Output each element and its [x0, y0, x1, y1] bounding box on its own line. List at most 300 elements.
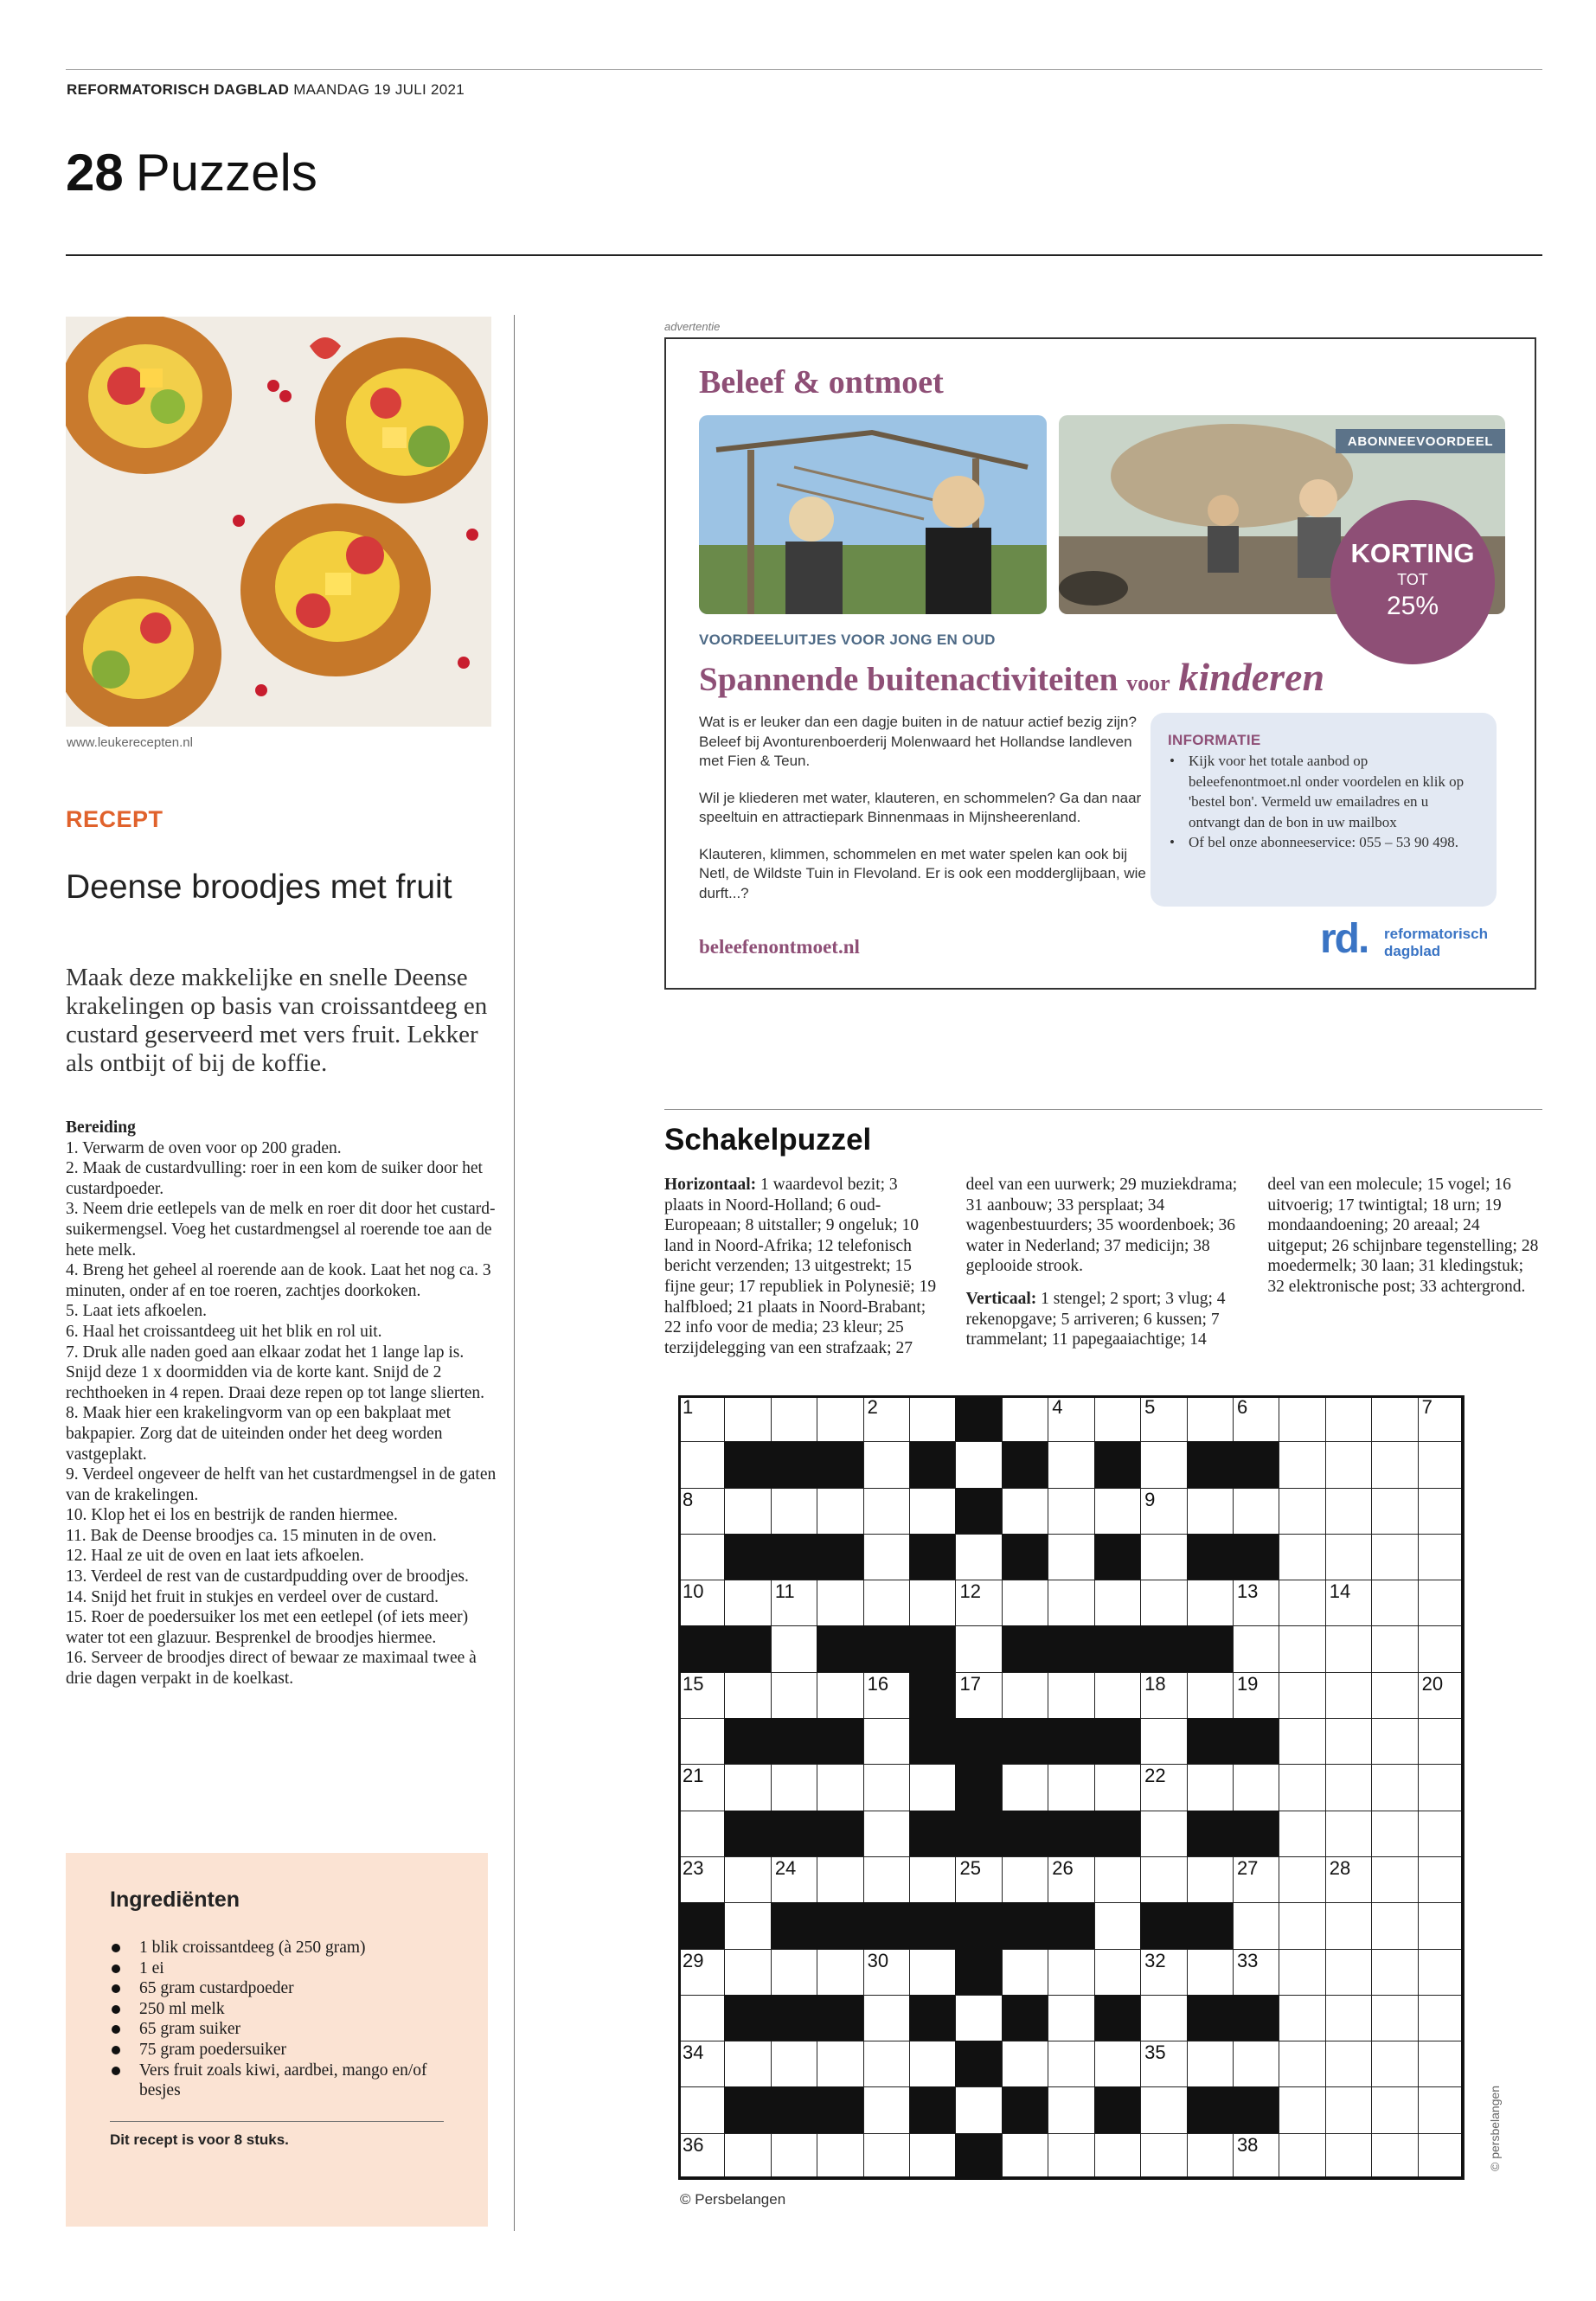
- step-item: 5. Laat iets afkoelen.: [66, 1302, 207, 1321]
- grid-cell[interactable]: [678, 1672, 725, 1719]
- ad-url-link[interactable]: beleefenontmoet.nl: [699, 936, 860, 958]
- grid-cell[interactable]: [1279, 1441, 1325, 1488]
- grid-block: [817, 1534, 863, 1580]
- grid-cell[interactable]: [1002, 1488, 1048, 1535]
- bullet-icon: [112, 1944, 120, 1952]
- grid-cell[interactable]: [1140, 1488, 1187, 1535]
- grid-cell[interactable]: [1002, 1580, 1048, 1626]
- grid-cell[interactable]: [817, 1488, 863, 1535]
- grid-cell[interactable]: [955, 1625, 1002, 1672]
- grid-cell[interactable]: [1418, 2086, 1465, 2133]
- grid-block: [1048, 1902, 1094, 1949]
- grid-cell[interactable]: [1279, 1902, 1325, 1949]
- grid-cell[interactable]: [1279, 1718, 1325, 1765]
- grid-cell[interactable]: [1371, 1718, 1418, 1765]
- step-item: 9. Verdeel ongeveer de helft van het custardmengsel in de gaten van de krakelingen.: [66, 1465, 497, 1504]
- grid-block: [955, 1488, 1002, 1535]
- grid-cell[interactable]: [1187, 2041, 1234, 2087]
- grid-cell[interactable]: [1418, 1534, 1465, 1580]
- grid-cell[interactable]: [1371, 1488, 1418, 1535]
- ingredient-item: [110, 1999, 447, 2020]
- grid-cell[interactable]: [1094, 1672, 1141, 1719]
- grid-cell[interactable]: [724, 1856, 771, 1903]
- grid-cell[interactable]: [1140, 1811, 1187, 1857]
- grid-cell[interactable]: [1325, 1718, 1372, 1765]
- grid-cell[interactable]: [1418, 1395, 1465, 1442]
- grid-cell[interactable]: [1325, 1441, 1372, 1488]
- grid-cell[interactable]: [863, 1580, 910, 1626]
- clue-number: 34: [683, 2041, 704, 2064]
- grid-cell[interactable]: [909, 1949, 956, 1996]
- step-item: 8. Maak hier een krakelingvorm van op een bakplaat met bakpapier. Zorg dat de uiteinden onder het deeg worden vastgeplakt.: [66, 1404, 452, 1464]
- clue-number: 8: [683, 1488, 694, 1510]
- ad-paragraph: Wat is er leuker dan een dagje buiten in de natuur actief bezig zijn? Beleef bij Avonturenboerderij Molenwaard het Hollandse landleven met Fien & Teun.: [699, 714, 1137, 769]
- grid-cell[interactable]: [771, 1672, 817, 1719]
- step-item: 15. Roer de poedersuiker los met een eetlepel (of iets meer) water tot een glazuur. Besprenkel de broodjes hiermee.: [66, 1608, 469, 1647]
- grid-cell[interactable]: [817, 1672, 863, 1719]
- rd-logo: [1320, 917, 1510, 965]
- grid-cell[interactable]: [1140, 2133, 1187, 2180]
- grid-cell[interactable]: [955, 1856, 1002, 1903]
- grid-cell[interactable]: [1279, 1949, 1325, 1996]
- grid-cell[interactable]: [771, 1395, 817, 1442]
- grid-block: [1094, 1534, 1141, 1580]
- grid-cell[interactable]: [909, 2041, 956, 2087]
- ad-paragraph: Wil je kliederen met water, klauteren, en schommelen? Ga dan naar speeltuin en attractiepark Binnenmaas in Mijnsheerenland.: [699, 789, 1142, 825]
- grid-block: [909, 1672, 956, 1719]
- clue-number: 11: [774, 1580, 795, 1603]
- grid-cell[interactable]: [724, 1580, 771, 1626]
- grid-cell[interactable]: [1325, 1856, 1372, 1903]
- grid-cell[interactable]: [1371, 1902, 1418, 1949]
- grid-cell[interactable]: [771, 1625, 817, 1672]
- grid-cell[interactable]: [909, 1856, 956, 1903]
- grid-cell[interactable]: [771, 1949, 817, 1996]
- grid-cell[interactable]: [1187, 1580, 1234, 1626]
- grid-cell[interactable]: [1140, 1856, 1187, 1903]
- clue-number: 18: [1144, 1672, 1166, 1695]
- grid-cell[interactable]: [1371, 1949, 1418, 1996]
- grid-cell[interactable]: [1187, 1764, 1234, 1811]
- grid-cell[interactable]: [1279, 1764, 1325, 1811]
- grid-block: [909, 2086, 956, 2133]
- grid-cell[interactable]: [1418, 1625, 1465, 1672]
- grid-cell[interactable]: [1094, 1395, 1141, 1442]
- ad-kicker: VOORDEELUITJES VOOR JONG EN OUD: [699, 631, 996, 648]
- grid-cell[interactable]: [678, 1856, 725, 1903]
- grid-cell[interactable]: [724, 1949, 771, 1996]
- grid-cell[interactable]: [1094, 1949, 1141, 1996]
- grid-cell[interactable]: [863, 2133, 910, 2180]
- yield-note: Dit recept is voor 8 stuks.: [110, 2131, 289, 2148]
- grid-cell[interactable]: [863, 1718, 910, 1765]
- clue-number: 14: [1329, 1580, 1351, 1603]
- newspaper-name: REFORMATORISCH DAGBLAD: [67, 81, 290, 98]
- grid-cell[interactable]: [724, 1764, 771, 1811]
- grid-cell[interactable]: [1048, 2041, 1094, 2087]
- grid-block: [1002, 1995, 1048, 2041]
- grid-cell[interactable]: [1418, 2041, 1465, 2087]
- grid-cell[interactable]: [1094, 1488, 1141, 1535]
- grid-cell[interactable]: [1371, 2086, 1418, 2133]
- grid-cell[interactable]: [955, 1441, 1002, 1488]
- grid-block: [817, 1811, 863, 1857]
- grid-cell[interactable]: [1371, 1764, 1418, 1811]
- ingredients-box: [66, 1853, 488, 2227]
- grid-block: [1140, 1902, 1187, 1949]
- grid-cell[interactable]: [678, 1534, 725, 1580]
- grid-block: [955, 2133, 1002, 2180]
- grid-cell[interactable]: [1048, 1580, 1094, 1626]
- grid-block: [1233, 1995, 1279, 2041]
- down-label: Verticaal:: [965, 1289, 1037, 1308]
- recipe-kicker: RECEPT: [66, 806, 163, 832]
- step-item: 11. Bak de Deense broodjes ca. 15 minuten in de oven.: [66, 1526, 437, 1545]
- grid-cell[interactable]: [1233, 2041, 1279, 2087]
- bullet-icon: [112, 2067, 120, 2075]
- grid-cell[interactable]: [1233, 2133, 1279, 2180]
- grid-cell[interactable]: [1325, 1488, 1372, 1535]
- grid-cell[interactable]: [1140, 2086, 1187, 2133]
- ingredients-rule: [110, 2121, 444, 2122]
- clue-number: 29: [683, 1949, 704, 1971]
- grid-block: [1233, 1811, 1279, 1857]
- step-item: 14. Snijd het fruit in stukjes en verdeel over de custard.: [66, 1587, 439, 1606]
- grid-cell[interactable]: [1140, 1534, 1187, 1580]
- grid-cell[interactable]: [863, 1764, 910, 1811]
- grid-cell[interactable]: [817, 1764, 863, 1811]
- grid-cell[interactable]: [1418, 1441, 1465, 1488]
- ad-info-box: [1151, 713, 1497, 907]
- grid-cell[interactable]: [1279, 1488, 1325, 1535]
- grid-cell[interactable]: [863, 1488, 910, 1535]
- grid-cell[interactable]: [1140, 1995, 1187, 2041]
- grid-cell[interactable]: [1048, 2133, 1094, 2180]
- grid-cell[interactable]: [724, 1488, 771, 1535]
- grid-cell[interactable]: [817, 1580, 863, 1626]
- puzzle-copyright: © Persbelangen: [680, 2191, 786, 2208]
- grid-cell[interactable]: [678, 1764, 725, 1811]
- grid-cell[interactable]: [1048, 1395, 1094, 1442]
- grid-cell[interactable]: [1233, 1856, 1279, 1903]
- grid-cell[interactable]: [817, 1395, 863, 1442]
- grid-cell[interactable]: [1233, 1395, 1279, 1442]
- ingredient-text: 65 gram suiker: [139, 2020, 240, 2039]
- grid-cell[interactable]: [1094, 1902, 1141, 1949]
- grid-cell[interactable]: [1140, 1949, 1187, 1996]
- grid-cell[interactable]: [1279, 2041, 1325, 2087]
- grid-cell[interactable]: [1279, 1625, 1325, 1672]
- grid-block: [1187, 1902, 1234, 1949]
- grid-block: [955, 1395, 1002, 1442]
- advertisement[interactable]: [664, 337, 1536, 990]
- grid-cell[interactable]: [1418, 1949, 1465, 1996]
- grid-cell[interactable]: [817, 1856, 863, 1903]
- grid-block: [955, 2041, 1002, 2087]
- crossword-grid[interactable]: [678, 1395, 1464, 2179]
- grid-cell[interactable]: [909, 1580, 956, 1626]
- grid-cell[interactable]: [863, 2086, 910, 2133]
- grid-cell[interactable]: [1048, 1534, 1094, 1580]
- grid-cell[interactable]: [1048, 1995, 1094, 2041]
- grid-cell[interactable]: [863, 1395, 910, 1442]
- grid-cell[interactable]: [1371, 1856, 1418, 1903]
- grid-cell[interactable]: [1418, 1488, 1465, 1535]
- grid-block: [1002, 1625, 1048, 1672]
- grid-cell[interactable]: [1233, 1625, 1279, 1672]
- grid-cell[interactable]: [1371, 1811, 1418, 1857]
- grid-block: [909, 1902, 956, 1949]
- grid-cell[interactable]: [1325, 2133, 1372, 2180]
- grid-cell[interactable]: [1048, 1949, 1094, 1996]
- grid-cell[interactable]: [724, 1395, 771, 1442]
- pastry-illustration: [66, 317, 491, 727]
- grid-cell[interactable]: [909, 1764, 956, 1811]
- ingredient-text: 65 gram custardpoeder: [139, 1979, 294, 1998]
- grid-cell[interactable]: [1233, 1949, 1279, 1996]
- grid-cell[interactable]: [863, 1811, 910, 1857]
- clue-number: 36: [683, 2133, 704, 2156]
- grid-cell[interactable]: [863, 1672, 910, 1719]
- grid-cell[interactable]: [863, 1856, 910, 1903]
- clue-number: 25: [959, 1856, 981, 1879]
- grid-cell[interactable]: [1048, 1764, 1094, 1811]
- grid-cell[interactable]: [1418, 1718, 1465, 1765]
- grid-cell[interactable]: [1048, 1856, 1094, 1903]
- grid-cell[interactable]: [1418, 1580, 1465, 1626]
- grid-block: [1187, 1534, 1234, 1580]
- grid-cell[interactable]: [955, 2086, 1002, 2133]
- grid-cell[interactable]: [863, 1441, 910, 1488]
- grid-cell[interactable]: [724, 1902, 771, 1949]
- grid-cell[interactable]: [1371, 1534, 1418, 1580]
- clue-number: 23: [683, 1856, 704, 1879]
- grid-cell[interactable]: [1325, 1672, 1372, 1719]
- grid-cell[interactable]: [1325, 2086, 1372, 2133]
- grid-cell[interactable]: [1279, 1856, 1325, 1903]
- grid-cell[interactable]: [1002, 1395, 1048, 1442]
- grid-cell[interactable]: [1233, 1902, 1279, 1949]
- grid-cell[interactable]: [1418, 1811, 1465, 1857]
- grid-cell[interactable]: [678, 2041, 725, 2087]
- grid-cell[interactable]: [1325, 1764, 1372, 1811]
- grid-cell[interactable]: [1094, 1856, 1141, 1903]
- grid-cell[interactable]: [909, 1488, 956, 1535]
- grid-cell[interactable]: [1094, 2133, 1141, 2180]
- step-item: 4. Breng het geheel al roerende aan de kook. Laat het nog ca. 3 minuten, onder af en toe roeren, zachtjes doorkoken.: [66, 1261, 491, 1300]
- grid-cell[interactable]: [724, 2133, 771, 2180]
- grid-cell[interactable]: [678, 1488, 725, 1535]
- grid-cell[interactable]: [955, 1580, 1002, 1626]
- grid-cell[interactable]: [1002, 1949, 1048, 1996]
- ingredient-text: Vers fruit zoals kiwi, aardbei, mango en/of besjes: [139, 2061, 427, 2100]
- grid-cell[interactable]: [678, 1718, 725, 1765]
- grid-cell[interactable]: [817, 2133, 863, 2180]
- grid-cell[interactable]: [1094, 1764, 1141, 1811]
- grid-block: [1187, 2086, 1234, 2133]
- grid-cell[interactable]: [1371, 1395, 1418, 1442]
- grid-cell[interactable]: [1094, 1580, 1141, 1626]
- grid-cell[interactable]: [863, 1949, 910, 1996]
- grid-cell[interactable]: [1279, 1534, 1325, 1580]
- grid-cell[interactable]: [1048, 1672, 1094, 1719]
- grid-cell[interactable]: [1279, 1811, 1325, 1857]
- grid-block: [817, 2086, 863, 2133]
- grid-cell[interactable]: [1371, 1441, 1418, 1488]
- grid-cell[interactable]: [1325, 1534, 1372, 1580]
- grid-cell[interactable]: [1140, 1718, 1187, 1765]
- grid-cell[interactable]: [817, 1949, 863, 1996]
- clue-number: 9: [1144, 1488, 1156, 1510]
- grid-cell[interactable]: [1233, 1488, 1279, 1535]
- grid-cell[interactable]: [1325, 1625, 1372, 1672]
- grid-cell[interactable]: [1002, 1856, 1048, 1903]
- grid-cell[interactable]: [863, 1534, 910, 1580]
- grid-cell[interactable]: [1325, 1995, 1372, 2041]
- grid-cell[interactable]: [1418, 1902, 1465, 1949]
- ingredient-item: [110, 1938, 447, 1958]
- grid-cell[interactable]: [1048, 1488, 1094, 1535]
- step-item: 16. Serveer de broodjes direct of bewaar ze maximaal twee à drie dagen verpakt in de koelkast.: [66, 1649, 477, 1689]
- grid-cell[interactable]: [1371, 1672, 1418, 1719]
- grid-cell[interactable]: [1371, 1580, 1418, 1626]
- grid-cell[interactable]: [1187, 1395, 1234, 1442]
- issue-date: MAANDAG 19 JULI 2021: [293, 81, 465, 98]
- grid-cell[interactable]: [724, 2041, 771, 2087]
- grid-cell[interactable]: [1418, 1672, 1465, 1719]
- clue-number: 21: [683, 1765, 704, 1787]
- grid-cell[interactable]: [1187, 1488, 1234, 1535]
- clue-number: 7: [1421, 1396, 1433, 1418]
- grid-cell[interactable]: [1187, 1672, 1234, 1719]
- grid-cell[interactable]: [1279, 2133, 1325, 2180]
- step-item: 12. Haal ze uit de oven en laat iets afkoelen.: [66, 1547, 364, 1566]
- grid-cell[interactable]: [1140, 1764, 1187, 1811]
- grid-block: [678, 1625, 725, 1672]
- grid-cell[interactable]: [678, 1811, 725, 1857]
- grid-block: [955, 1764, 1002, 1811]
- grid-cell[interactable]: [1048, 2086, 1094, 2133]
- grid-cell[interactable]: [1418, 1764, 1465, 1811]
- grid-cell[interactable]: [1418, 1856, 1465, 1903]
- grid-cell[interactable]: [1140, 1395, 1187, 1442]
- grid-cell[interactable]: [955, 1534, 1002, 1580]
- grid-block: [1002, 1811, 1048, 1857]
- clue-number: 22: [1144, 1765, 1166, 1787]
- grid-cell[interactable]: [1371, 1625, 1418, 1672]
- grid-cell[interactable]: [1140, 2041, 1187, 2087]
- grid-cell[interactable]: [1002, 1672, 1048, 1719]
- grid-block: [817, 1625, 863, 1672]
- grid-cell[interactable]: [1418, 2133, 1465, 2180]
- grid-cell[interactable]: [1325, 1395, 1372, 1442]
- grid-cell[interactable]: [678, 1395, 725, 1442]
- grid-cell[interactable]: [1048, 1441, 1094, 1488]
- ad-headline: [699, 654, 1324, 700]
- across-label: Horizontaal:: [664, 1176, 757, 1194]
- grid-cell[interactable]: [1325, 1580, 1372, 1626]
- grid-cell[interactable]: [1233, 1764, 1279, 1811]
- grid-cell[interactable]: [909, 2133, 956, 2180]
- grid-cell[interactable]: [678, 1441, 725, 1488]
- grid-cell[interactable]: [1279, 1580, 1325, 1626]
- grid-cell[interactable]: [1002, 2041, 1048, 2087]
- grid-cell[interactable]: [678, 1580, 725, 1626]
- pastry-2: [315, 337, 488, 503]
- clue-number: 35: [1144, 2041, 1166, 2064]
- grid-cell[interactable]: [678, 2133, 725, 2180]
- grid-block: [1048, 1811, 1094, 1857]
- grid-cell[interactable]: [771, 1488, 817, 1535]
- grid-cell[interactable]: [1325, 1811, 1372, 1857]
- grid-cell[interactable]: [1325, 1949, 1372, 1996]
- grid-cell[interactable]: [1371, 2041, 1418, 2087]
- grid-cell[interactable]: [1187, 2133, 1234, 2180]
- grid-cell[interactable]: [1233, 1672, 1279, 1719]
- grid-block: [1094, 2086, 1141, 2133]
- ingredient-item: [110, 2040, 447, 2061]
- grid-cell[interactable]: [1371, 2133, 1418, 2180]
- grid-cell[interactable]: [678, 1995, 725, 2041]
- grid-cell[interactable]: [1094, 2041, 1141, 2087]
- headline-emphasis: kinderen: [1178, 655, 1325, 699]
- ingredients-title: Ingrediënten: [110, 1888, 240, 1912]
- grid-cell[interactable]: [1418, 1995, 1465, 2041]
- grid-block: [724, 1995, 771, 2041]
- recipe-steps: [66, 1118, 498, 1689]
- grid-cell[interactable]: [771, 2133, 817, 2180]
- grid-cell[interactable]: [1187, 1856, 1234, 1903]
- grid-cell[interactable]: [863, 1995, 910, 2041]
- grid-cell[interactable]: [863, 2041, 910, 2087]
- grid-cell[interactable]: [1140, 1672, 1187, 1719]
- clue-number: 38: [1236, 2133, 1259, 2156]
- grid-cell[interactable]: [1279, 1995, 1325, 2041]
- grid-cell[interactable]: [1002, 2133, 1048, 2180]
- grid-block: [909, 1718, 956, 1765]
- grid-cell[interactable]: [771, 2041, 817, 2087]
- rd-logo-mark: rd.: [1320, 916, 1368, 962]
- grid-cell[interactable]: [771, 1764, 817, 1811]
- grid-cell[interactable]: [817, 2041, 863, 2087]
- grid-cell[interactable]: [1279, 2086, 1325, 2133]
- grid-cell[interactable]: [955, 1995, 1002, 2041]
- grid-cell[interactable]: [678, 2086, 725, 2133]
- subscriber-badge: ABONNEEVOORDEEL: [1336, 429, 1505, 453]
- grid-cell[interactable]: [1187, 1949, 1234, 1996]
- grid-cell[interactable]: [1002, 1764, 1048, 1811]
- grid-cell[interactable]: [909, 1395, 956, 1442]
- grid-cell[interactable]: [1233, 1580, 1279, 1626]
- grid-cell[interactable]: [771, 1580, 817, 1626]
- clue-number: 6: [1236, 1396, 1248, 1418]
- vertical-credit: © persbelangen: [1488, 2085, 1502, 2171]
- grid-cell[interactable]: [1140, 1441, 1187, 1488]
- grid-cell[interactable]: [724, 1672, 771, 1719]
- grid-cell[interactable]: [678, 1949, 725, 1996]
- grid-cell[interactable]: [1279, 1395, 1325, 1442]
- grid-cell[interactable]: [1140, 1580, 1187, 1626]
- grid-cell[interactable]: [1279, 1672, 1325, 1719]
- grid-cell[interactable]: [1371, 1995, 1418, 2041]
- grid-cell[interactable]: [1325, 1902, 1372, 1949]
- grid-cell[interactable]: [1325, 2041, 1372, 2087]
- grid-cell[interactable]: [771, 1856, 817, 1903]
- grid-cell[interactable]: [955, 1672, 1002, 1719]
- grid-block: [1233, 1441, 1279, 1488]
- bullet-icon: [112, 2025, 120, 2034]
- ingredient-item: [110, 1958, 447, 1979]
